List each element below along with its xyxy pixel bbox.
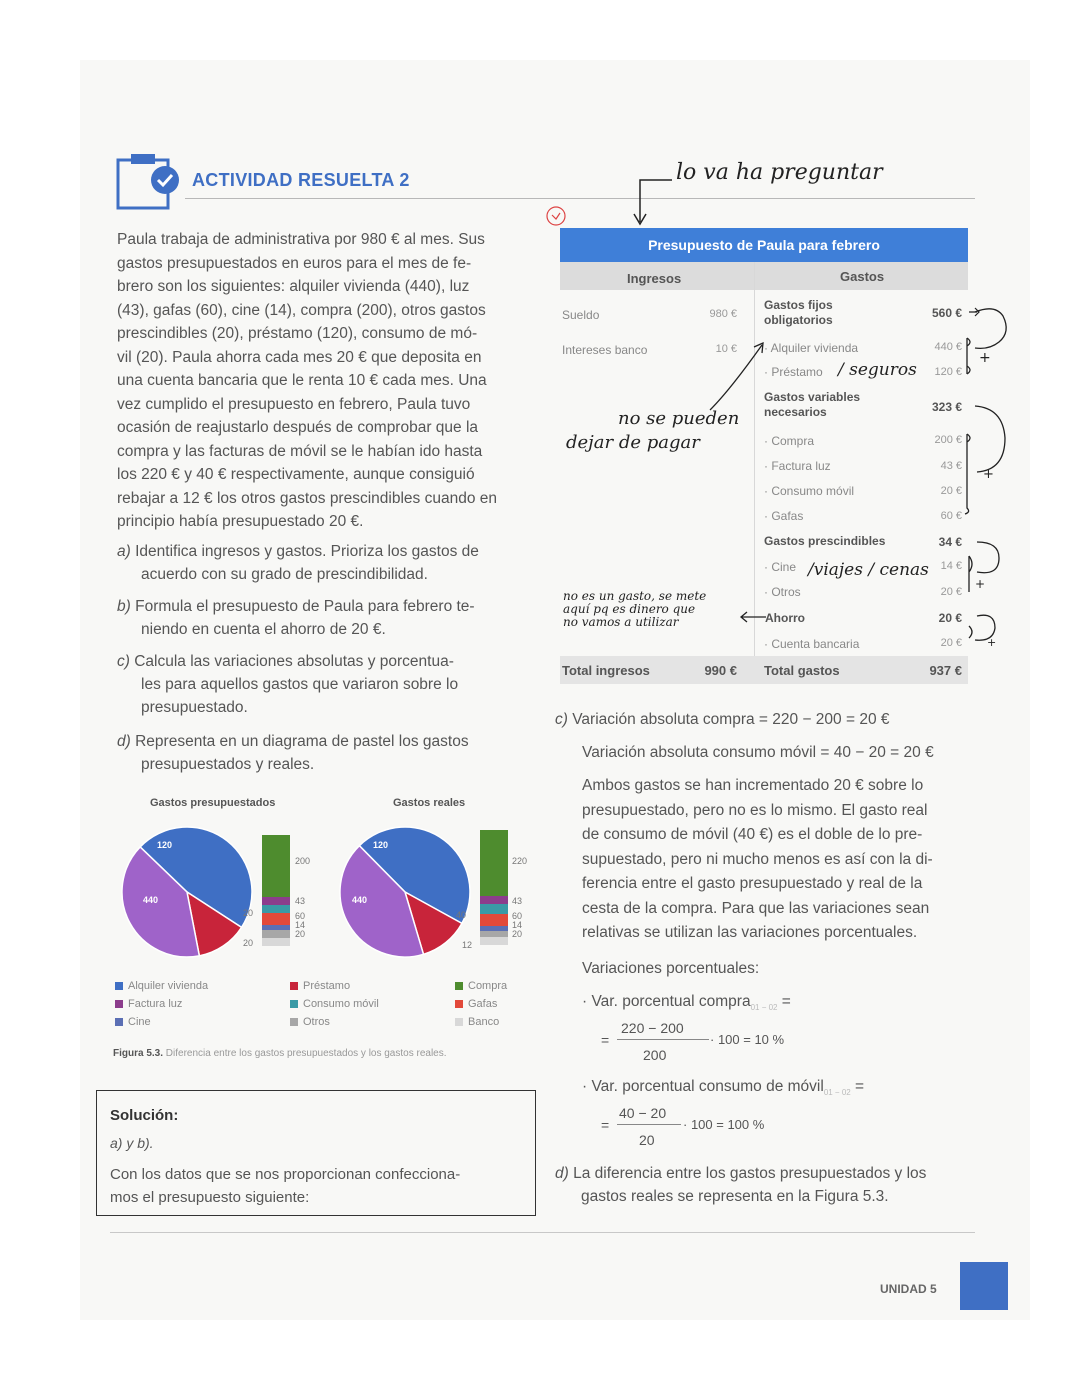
pie-left xyxy=(122,827,252,957)
bar-left-labels: 43 60 14 20 xyxy=(295,896,306,939)
legend-item: Factura luz xyxy=(115,995,208,1013)
val-total-gastos: 937 € xyxy=(929,663,962,678)
pie-left-label-120: 120 xyxy=(157,840,173,850)
row-fijos: Gastos fijos obligatorios xyxy=(764,298,833,327)
budget-col-ingresos: Ingresos xyxy=(627,271,682,286)
legend-col-3 xyxy=(455,977,507,1031)
pie-right xyxy=(340,827,473,957)
val-movil: 20 € xyxy=(940,485,962,497)
row-cuenta: · Cuenta bancaria xyxy=(764,637,860,651)
val-sueldo: 980 € xyxy=(709,308,737,320)
bar-right-label-220: 220 xyxy=(512,856,528,866)
val-fijos: 560 € xyxy=(931,306,962,320)
unit-color-tab xyxy=(960,1262,1008,1310)
row-otros: · Otros xyxy=(764,585,801,599)
total-ingresos: Total ingresos xyxy=(562,663,650,678)
legend-item: Alquiler vivienda xyxy=(115,977,208,995)
handwritten-dejar-de-pagar: dejar de pagar xyxy=(566,432,700,453)
solution-text: Con los datos que se nos proporcionan confecciona- mos el presupuesto siguiente: xyxy=(110,1166,461,1206)
row-variables: Gastos variables necesarios xyxy=(764,390,861,419)
handwritten-brackets xyxy=(955,298,1025,658)
pie-left-label-20b: 20 xyxy=(243,938,254,948)
legend-item: Préstamo xyxy=(290,977,379,995)
clipboard-check-icon xyxy=(115,150,185,212)
pie-charts-figure xyxy=(110,820,550,970)
bottom-divider xyxy=(110,1232,975,1233)
val-variables: 323 € xyxy=(931,400,962,414)
row-cine: · Cine xyxy=(764,560,797,574)
question-d: d) Representa en un diagrama de pastel los gastos presupuestados y reales. xyxy=(117,733,469,773)
legend-item: Consumo móvil xyxy=(290,995,379,1013)
row-gafas: · Gafas xyxy=(764,509,804,523)
row-prestamo: · Préstamo xyxy=(764,365,823,379)
handwritten-arrow-down xyxy=(622,172,682,232)
val-ahorro: 20 € xyxy=(938,611,962,625)
part-d: d) La diferencia entre los gastos presupuestados y los gastos reales se representa en la Figura 5.3. xyxy=(555,1165,927,1205)
legend-item: Cine xyxy=(115,1013,208,1031)
bar-left xyxy=(262,835,290,946)
pie-right-label-12: 12 xyxy=(462,940,473,950)
problem-statement: Paula trabaja de administrativa por 980 € al mes. Sus gastos presupuestados en euros para el mes de fe- brero son los siguientes: alquiler vivienda (440), luz (43), gafas (60), cine (14), compra (200), otros gastos prescindibles (20), préstamo (120), consumo de mó- vil (20). Paula ahorra cada mes 20 € que deposita en una cuenta bancaria que le renta 10 € cada mes. Una vez cumplido el presupuesto en febrero, Paula tuvo ocasión de reajustarlo después de comprobar que la compra y las facturas de móvil se le habían ido hasta los 220 € y 40 € respectivamente, aunque consiguió rebajar a 12 € los otros gastos prescindibles cuando en principio había presupuestado 20 €. xyxy=(117,231,497,530)
row-ahorro: Ahorro xyxy=(765,611,805,625)
row-alquiler: · Alquiler vivienda xyxy=(764,341,859,355)
svg-text:+: + xyxy=(987,636,997,649)
handwritten-arrow-diagonal xyxy=(700,335,770,415)
chart-title-right: Gastos reales xyxy=(393,797,466,809)
val-compra: 200 € xyxy=(934,434,962,446)
budget-title: Presupuesto de Paula para febrero xyxy=(560,228,968,262)
svg-text:+: + xyxy=(983,467,994,482)
solution-ab: a) y b). xyxy=(110,1135,154,1151)
var-movil: · Var. porcentual consumo de móvil$_{01 - 02}$ = xyxy=(582,1078,865,1098)
val-otros: 20 € xyxy=(940,586,962,598)
pie-right-label-40: 40 xyxy=(456,910,467,920)
bar-right-labels: 43 60 14 20 xyxy=(512,896,523,939)
activity-title: ACTIVIDAD RESUELTA 2 xyxy=(192,170,410,190)
handwritten-no-se-pueden: no se pueden xyxy=(618,408,740,429)
legend-item: Compra xyxy=(455,977,507,995)
val-total-ingresos: 990 € xyxy=(704,663,737,678)
part-c-line2: Variación absoluta consumo móvil = 40 − 20 = 20 € xyxy=(582,744,934,761)
legend-col-1 xyxy=(115,977,208,1031)
row-intereses: Intereses banco xyxy=(562,343,648,357)
row-sueldo: Sueldo xyxy=(562,308,600,322)
header-divider xyxy=(185,198,975,199)
pie-left-label-440: 440 xyxy=(143,895,159,905)
var-compra: · Var. porcentual compra$_{01 - 02}$ = xyxy=(582,993,791,1013)
row-movil: · Consumo móvil xyxy=(764,484,855,498)
handwritten-seguros: / seguros xyxy=(838,360,917,380)
row-luz: · Factura luz xyxy=(764,459,831,473)
var-title: Variaciones porcentuales: xyxy=(582,960,760,977)
total-gastos: Total gastos xyxy=(764,663,840,678)
legend-item: Banco xyxy=(455,1013,507,1031)
circle-marker-icon xyxy=(545,205,567,227)
pie-right-label-120: 120 xyxy=(373,840,389,850)
val-gafas: 60 € xyxy=(940,510,962,522)
part-c-line1: c) Variación absoluta compra = 220 − 200 = 20 € xyxy=(555,711,890,728)
budget-header-row xyxy=(560,262,968,290)
val-cine: 14 € xyxy=(940,560,962,572)
question-b: b) Formula el presupuesto de Paula para febrero te- niendo en cuenta el ahorro de 20 €. xyxy=(117,598,475,638)
unit-label: UNIDAD 5 xyxy=(880,1282,937,1296)
val-intereses: 10 € xyxy=(715,343,737,355)
part-c-paragraph: Ambos gastos se han incrementado 20 € sobre lo presupuestado, pero no es lo mismo. El gasto real de consumo de móvil (40 €) es el doble de lo pre- supuestado, pero ni mucho menos es así con la di- ferencia entre el gasto presupuestado y real de la cesta de la compra. Para que las variaciones sean relativas se utilizan las variaciones porcentuales. xyxy=(582,777,933,941)
handwritten-viajes: /viajes / cenas xyxy=(808,560,929,580)
legend-item: Gafas xyxy=(455,995,507,1013)
val-alquiler: 440 € xyxy=(934,341,962,353)
val-cuenta: 20 € xyxy=(940,637,962,649)
legend-item: Otros xyxy=(290,1013,379,1031)
row-prescindibles: Gastos prescindibles xyxy=(764,534,886,548)
handwritten-note-top: lo va ha preguntar xyxy=(676,160,883,185)
solution-title: Solución: xyxy=(110,1107,179,1124)
handwritten-arrow-left xyxy=(738,610,768,624)
svg-text:+: + xyxy=(979,350,991,366)
bar-left-label-200: 200 xyxy=(295,856,311,866)
svg-text:+: + xyxy=(975,577,986,591)
question-a: a) Identifica ingresos y gastos. Prioriza los gastos de acuerdo con su grado de prescindibilidad. xyxy=(117,543,479,583)
val-prestamo: 120 € xyxy=(934,366,962,378)
budget-col-gastos: Gastos xyxy=(840,269,885,284)
val-prescindibles: 34 € xyxy=(938,535,962,549)
pie-right-label-440: 440 xyxy=(352,895,368,905)
figure-caption: Figura 5.3. Diferencia entre los gastos presupuestados y los gastos reales. xyxy=(113,1048,447,1059)
val-luz: 43 € xyxy=(940,460,962,472)
row-compra: · Compra xyxy=(764,434,815,448)
chart-title-left: Gastos presupuestados xyxy=(150,797,276,809)
pie-left-label-20a: 20 xyxy=(243,908,254,918)
question-c: c) Calcula las variaciones absolutas y porcentua- les para aquellos gastos que variaron sobre lo presupuestado. xyxy=(117,653,459,716)
legend-col-2 xyxy=(290,977,379,1031)
handwritten-ahorro-note: no es un gasto, se mete aquí pq es dinero que no vamos a utilizar xyxy=(563,589,707,629)
bar-right xyxy=(480,830,508,945)
